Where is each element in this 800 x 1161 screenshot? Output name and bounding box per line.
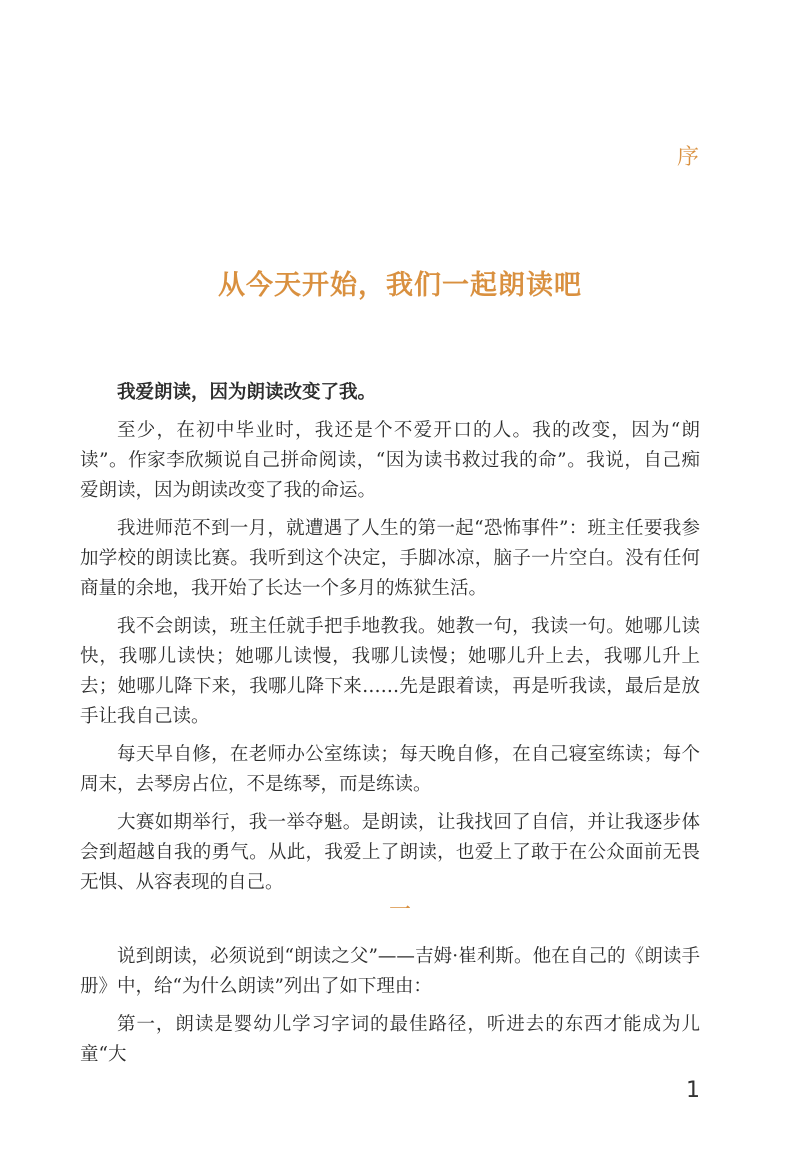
paragraph: 说到朗读，必须说到“朗读之父”——吉姆·崔利斯。他在自己的《朗读手册》中，给“为什么朗读”列出了如下理由： [80, 946, 700, 997]
section-one-body [80, 378, 700, 906]
paragraph: 第一，朗读是婴幼儿学习字词的最佳路径，听进去的东西才能成为儿童“大 [80, 1014, 700, 1065]
section-label: 序 [676, 145, 699, 170]
section-two-body [80, 942, 700, 1078]
page-number: 1 [686, 1078, 700, 1103]
lead-sentence: 我爱朗读，因为朗读改变了我。 [117, 382, 377, 403]
paragraph: 我进师范不到一月，就遭遇了人生的第一起“恐怖事件”：班主任要我参加学校的朗读比赛。我听到这个决定，手脚冰凉，脑子一片空白。没有任何商量的余地，我开始了长达一个多月的炼狱生活。 [80, 518, 700, 599]
paragraph: 每天早自修，在老师办公室练读；每天晚自修，在自己寝室练读；每个周末，去琴房占位，不是练琴，而是练读。 [80, 744, 700, 795]
paragraph: 我不会朗读，班主任就手把手地教我。她教一句，我读一句。她哪儿读快，我哪儿读快；她哪儿读慢，我哪儿读慢；她哪儿升上去，我哪儿升上去；她哪儿降下来，我哪儿降下来……先是跟着读，再是听我读，最后是放手让我自己读。 [80, 616, 700, 727]
part-marker: 一 [388, 898, 411, 923]
chapter-title: 从今天开始，我们一起朗读吧 [218, 270, 582, 301]
paragraph: 大赛如期举行，我一举夺魁。是朗读，让我找回了自信，并让我逐步体会到超越自我的勇气。从此，我爱上了朗读，也爱上了敢于在公众面前无畏无惧、从容表现的自己。 [80, 812, 700, 893]
paragraph: 至少，在初中毕业时，我还是个不爱开口的人。我的改变，因为“朗读”。作家李欣频说自己拼命阅读，“因为读书救过我的命”。我说，自己痴爱朗读，因为朗读改变了我的命运。 [80, 420, 700, 501]
